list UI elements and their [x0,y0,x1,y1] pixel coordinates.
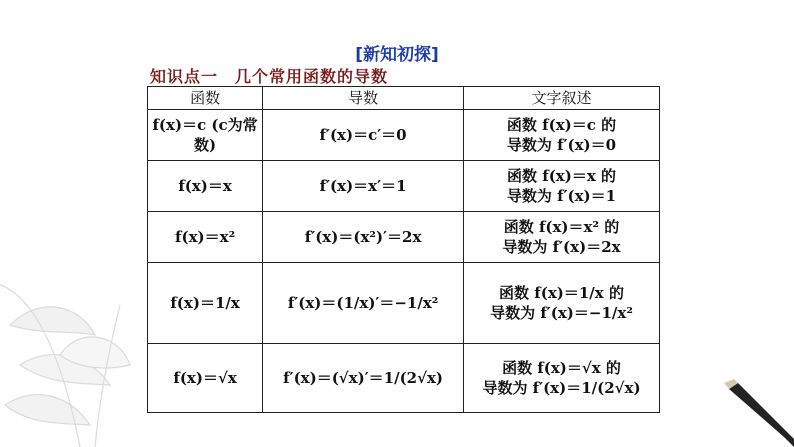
table-row [148,161,660,212]
column-header-description: 文字叙述 [464,87,660,110]
derivative-cell: f′(x)＝c′＝0 [263,110,464,161]
column-header-derivative: 导数 [263,87,464,110]
table-row [148,110,660,161]
function-cell: f(x)＝x² [148,212,263,263]
function-cell: f(x)＝x [148,161,263,212]
description-cell [464,263,660,344]
table-header-row [148,87,660,110]
description-line: 导数为 f′(x)＝−1/x² [490,304,633,322]
description-line: 函数 f(x)＝c 的 [506,116,617,134]
description-cell [464,344,660,413]
derivative-cell: f′(x)＝(√x)′＝1/(2√x) [263,344,464,413]
description-line: 函数 f(x)＝x² 的 [503,218,620,236]
derivative-cell: f′(x)＝x′＝1 [263,161,464,212]
description-line: 导数为 f′(x)＝0 [506,136,617,154]
function-cell: f(x)＝√x [148,344,263,413]
description-line: 函数 f(x)＝1/x 的 [499,284,624,302]
table-row [148,344,660,413]
function-cell: f(x)＝c (c为常数) [148,110,263,161]
flower-decoration-icon [0,265,150,447]
description-line: 函数 f(x)＝√x 的 [502,359,621,377]
derivative-cell: f′(x)＝(1/x)′＝−1/x² [263,263,464,344]
function-cell: f(x)＝1/x [148,263,263,344]
description-cell [464,110,660,161]
derivative-cell: f′(x)＝(x²)′＝2x [263,212,464,263]
brush-decoration-icon [724,377,794,447]
description-cell [464,212,660,263]
table-row [148,263,660,344]
column-header-function: 函数 [148,87,263,110]
page-title: [新知初探] [355,45,439,65]
description-line: 导数为 f′(x)＝1 [506,187,617,205]
description-line: 函数 f(x)＝x 的 [507,167,616,185]
description-cell [464,161,660,212]
section-heading: 知识点一 几个常用函数的导数 [150,67,389,86]
description-line: 导数为 f′(x)＝2x [502,238,621,256]
derivative-table [147,86,660,413]
table-row [148,212,660,263]
description-line: 导数为 f′(x)＝1/(2√x) [482,379,641,397]
